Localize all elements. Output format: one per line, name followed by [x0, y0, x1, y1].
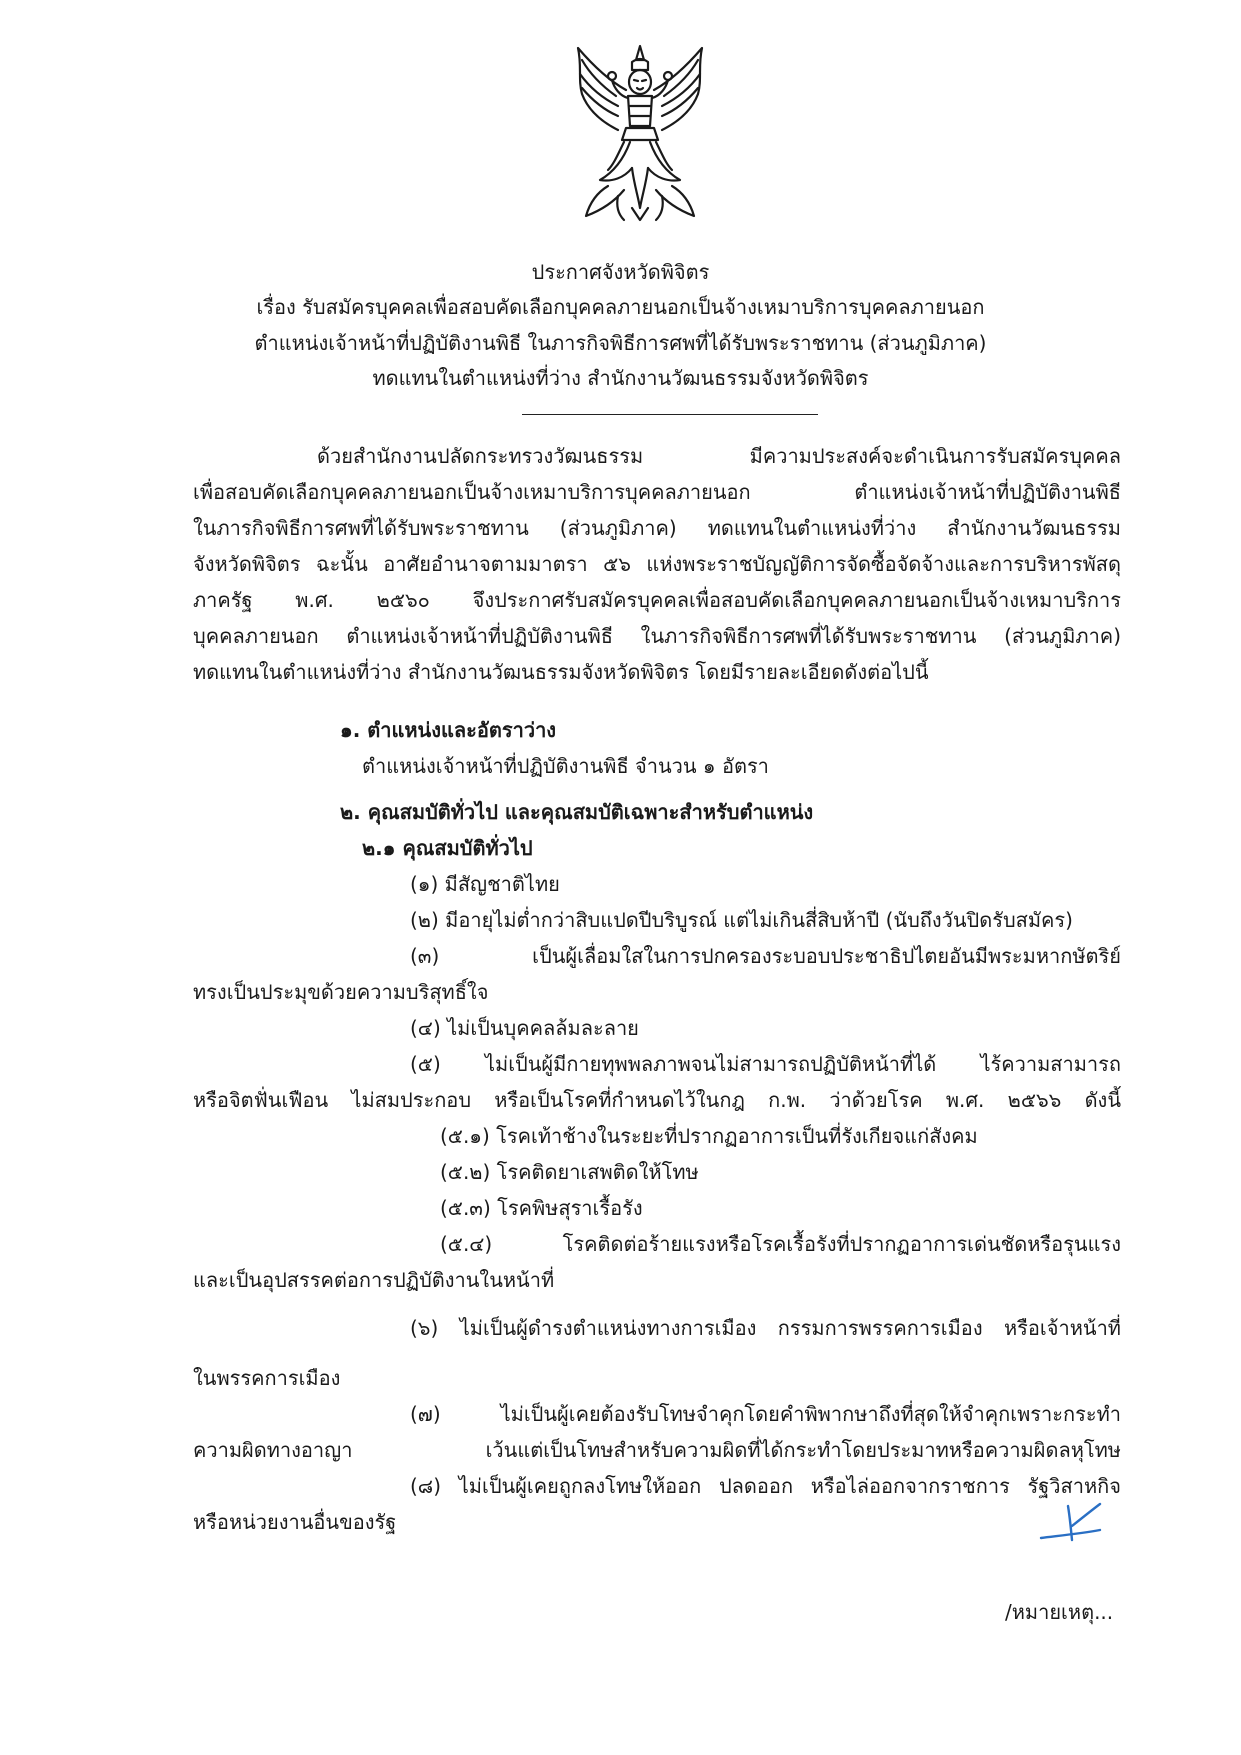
announcement-title: ประกาศจังหวัดพิจิตร [531, 260, 710, 284]
garuda-emblem-icon [568, 40, 713, 225]
qualification-item: (๓) เป็นผู้เลื่อมใสในการปกครองระบอบประชาธิปไตยอันมีพระมหากษัตริย์ [410, 944, 1121, 968]
qualification-item-cont: หรือจิตฟั่นเฟือน ไม่สมประกอบ หรือเป็นโรคที่กำหนดไว้ในกฎ ก.พ. ว่าด้วยโรค พ.ศ. ๒๕๖๖ ดังนี้ [193, 1088, 1121, 1112]
signature-icon [1038, 1496, 1104, 1548]
section-2-1-heading: ๒.๑ คุณสมบัติทั่วไป [362, 836, 533, 860]
subject-line-2: ตำแหน่งเจ้าหน้าที่ปฏิบัติงานพิธี ในภารกิจพิธีการศพที่ได้รับพระราชทาน (ส่วนภูมิภาค) [254, 331, 987, 355]
qualification-item: (๔) ไม่เป็นบุคคลล้มละลาย [410, 1016, 639, 1040]
qualification-item-cont: ทรงเป็นประมุขด้วยความบริสุทธิ์ใจ [193, 980, 489, 1004]
qualification-item-cont: หรือหน่วยงานอื่นของรัฐ [193, 1510, 397, 1534]
subject-line-1: เรื่อง รับสมัครบุคคลเพื่อสอบคัดเลือกบุคคลภายนอกเป็นจ้างเหมาบริการบุคคลภายนอก [256, 295, 985, 319]
disease-item: (๕.๔) โรคติดต่อร้ายแรงหรือโรคเรื้อรังที่ปรากฏอาการเด่นชัดหรือรุนแรง [440, 1232, 1121, 1256]
disease-item: (๕.๓) โรคพิษสุราเรื้อรัง [440, 1196, 643, 1220]
section-1-heading: ๑. ตำแหน่งและอัตราว่าง [340, 718, 557, 742]
qualification-item: (๘) ไม่เป็นผู้เคยถูกลงโทษให้ออก ปลดออก หรือไล่ออกจากราชการ รัฐวิสาหกิจ [410, 1474, 1121, 1498]
intro-line-4: จังหวัดพิจิตร ฉะนั้น อาศัยอำนาจตามมาตรา ๕๖ แห่งพระราชบัญญัติการจัดซื้อจัดจ้างและการบริหารพัสดุ [193, 552, 1121, 576]
disease-item: (๕.๑) โรคเท้าช้างในระยะที่ปรากฏอาการเป็นที่รังเกียจแก่สังคม [440, 1124, 978, 1148]
disease-item: (๕.๒) โรคติดยาเสพติดให้โทษ [440, 1160, 699, 1184]
intro-line-7: ทดแทนในตำแหน่งที่ว่าง สำนักงานวัฒนธรรมจังหวัดพิจิตร โดยมีรายละเอียดดังต่อไปนี้ [193, 660, 929, 684]
qualification-item: (๖) ไม่เป็นผู้ดำรงตำแหน่งทางการเมือง กรรมการพรรคการเมือง หรือเจ้าหน้าที่ [410, 1316, 1121, 1340]
title-divider [522, 414, 818, 415]
intro-line-3: ในภารกิจพิธีการศพที่ได้รับพระราชทาน (ส่วนภูมิภาค) ทดแทนในตำแหน่งที่ว่าง สำนักงานวัฒนธรรม [193, 516, 1121, 540]
intro-line-1: ด้วยสำนักงานปลัดกระทรวงวัฒนธรรม มีความประสงค์จะดำเนินการรับสมัครบุคคล [317, 444, 1121, 468]
disease-item-cont: และเป็นอุปสรรคต่อการปฏิบัติงานในหน้าที่ [193, 1268, 555, 1292]
intro-line-6: บุคคลภายนอก ตำแหน่งเจ้าหน้าที่ปฏิบัติงานพิธี ในภารกิจพิธีการศพที่ได้รับพระราชทาน (ส่วนภูมิภาค) [193, 624, 1121, 648]
qualification-item-cont: ในพรรคการเมือง [193, 1366, 341, 1390]
subject-line-3: ทดแทนในตำแหน่งที่ว่าง สำนักงานวัฒนธรรมจังหวัดพิจิตร [372, 366, 869, 390]
section-1-body: ตำแหน่งเจ้าหน้าที่ปฏิบัติงานพิธี จำนวน ๑ อัตรา [362, 754, 769, 778]
continued-note: /หมายเหตุ... [1005, 1600, 1114, 1624]
qualification-item: (๕) ไม่เป็นผู้มีกายทุพพลภาพจนไม่สามารถปฏิบัติหน้าที่ได้ ไร้ความสามารถ [410, 1052, 1121, 1076]
intro-line-5: ภาครัฐ พ.ศ. ๒๕๖๐ จึงประกาศรับสมัครบุคคลเพื่อสอบคัดเลือกบุคคลภายนอกเป็นจ้างเหมาบริการ [193, 588, 1121, 612]
qualification-item: (๗) ไม่เป็นผู้เคยต้องรับโทษจำคุกโดยคำพิพากษาถึงที่สุดให้จำคุกเพราะกระทำ [410, 1402, 1121, 1426]
intro-line-2: เพื่อสอบคัดเลือกบุคคลภายนอกเป็นจ้างเหมาบริการบุคคลภายนอก ตำแหน่งเจ้าหน้าที่ปฏิบัติงานพิธี [193, 480, 1121, 504]
section-2-heading: ๒. คุณสมบัติทั่วไป และคุณสมบัติเฉพาะสำหรับตำแหน่ง [340, 800, 814, 824]
qualification-item: (๒) มีอายุไม่ต่ำกว่าสิบแปดปีบริบูรณ์ แต่ไม่เกินสี่สิบห้าปี (นับถึงวันปิดรับสมัคร) [410, 908, 1073, 932]
qualification-item: (๑) มีสัญชาติไทย [410, 872, 560, 896]
qualification-item-cont: ความผิดทางอาญา เว้นแต่เป็นโทษสำหรับความผิดที่ได้กระทำโดยประมาทหรือความผิดลหุโทษ [193, 1438, 1121, 1462]
